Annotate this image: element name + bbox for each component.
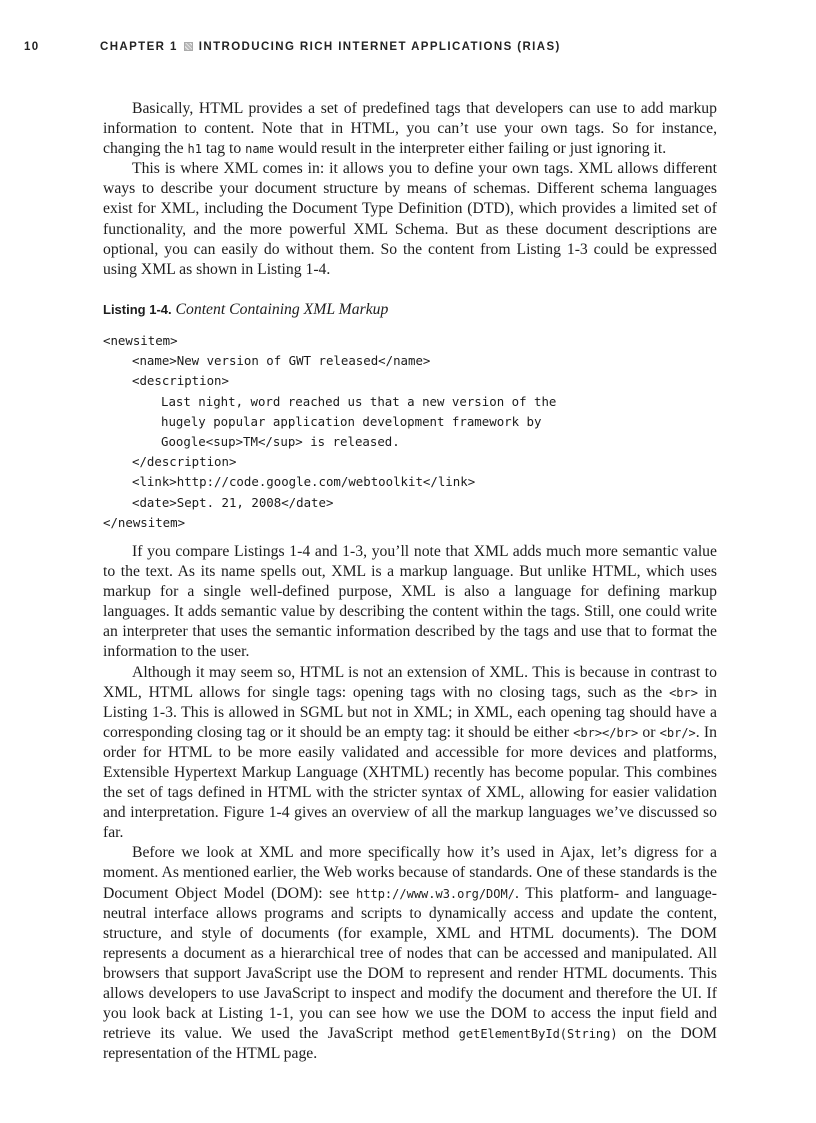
code-line: <description> [132,373,229,389]
chapter-title: INTRODUCING RICH INTERNET APPLICATIONS (RIAS) [198,41,561,53]
body-paragraph: Before we look at XML and more specifically how it’s used in Ajax, let’s digress for a moment. As mentioned earlier, the Web works because of standards. One of these standards is the Document Object Model (DOM): see http://www.w3.org/DOM/. This platform- and language-neutral interface allows programs and scripts to dynamically access and update the content, structure, and style of documents (for example, XML and HTML documents). The DOM represents a document as a hierarchical tree of nodes that can be accessed and manipulated. All browsers that support JavaScript use the DOM to represent and render HTML documents. This allows developers to use JavaScript to inspect and modify the document and therefore the UI. If you look back at Listing 1-1, you can see how we use the DOM to access the input field and retrieve its value. We used the JavaScript method getElementById(String) on the DOM representation of the HTML page. [103,844,717,1063]
code-line: <newsitem> [103,332,178,348]
body-paragraph: This is where XML comes in: it allows you to define your own tags. XML allows different ways to describe your document structure by means of schemas. Different schema languages exist for XML, including the Document Type Definition (DTD), which provides a limited set of functionality, and the more powerful XML Schema. But as these document descriptions are optional, you can easily do without them. So the content from Listing 1-3 could be expressed using XML as shown in Listing 1-4. [103,160,717,278]
code-line: </newsitem> [103,514,186,530]
body-paragraph: Basically, HTML provides a set of predefined tags that developers can use to add markup information to content. Note that in HTML, you can’t use your own tags. So for instance, changing the h1 tag to name would result in the interpreter either failing or just ignoring it. [103,100,717,158]
body-paragraph: Although it may seem so, HTML is not an extension of XML. This is because in contrast to XML, HTML allows for single tags: opening tags with no closing tags, such as the <br> in Listing 1-3. This is allowed in SGML but not in XML; in XML, each opening tag should have a corresponding closing tag or it should be an empty tag: it should be either <br></br> or <br/>. In order for HTML to be more easily validated and accessible for more devices and platforms, Extensible Hypertext Markup Language (XHTML) recently has become popular. This combines the set of tags defined in HTML with the stricter syntax of XML, allowing for easier validation and interpretation. Figure 1-4 gives an overview of all the markup languages we’ve discussed so far. [103,663,717,842]
running-header [24,41,561,57]
listing-label: Listing 1-4. [103,301,172,317]
code-listing [103,331,717,533]
listing-caption [103,300,717,320]
code-line: hugely popular application development framework by [161,413,542,429]
separator-icon [184,42,193,51]
body-paragraph: If you compare Listings 1-4 and 1-3, you’ll note that XML adds much more semantic value to the text. As its name spells out, XML is a markup language. But unlike HTML, which uses markup for a single well-defined purpose, XML is also a language for defining markup languages. It adds semantic value by describing the content within the tags. Still, one could write an interpreter that uses the semantic information described by the tags and use that to format the information to the user. [103,542,717,661]
code-line: Last night, word reached us that a new version of the [161,393,557,409]
page-number: 10 [24,41,40,53]
listing-title: Content Containing XML Markup [175,300,389,318]
chapter-label: CHAPTER 1 [100,41,178,53]
page-body [103,99,717,1064]
code-line: <date>Sept. 21, 2008</date> [132,494,334,510]
code-line: <name>New version of GWT released</name> [132,353,431,369]
code-line: Google<sup>TM</sup> is released. [161,433,400,449]
code-line: </description> [132,454,237,470]
code-line: <link>http://code.google.com/webtoolkit</link> [132,474,476,490]
